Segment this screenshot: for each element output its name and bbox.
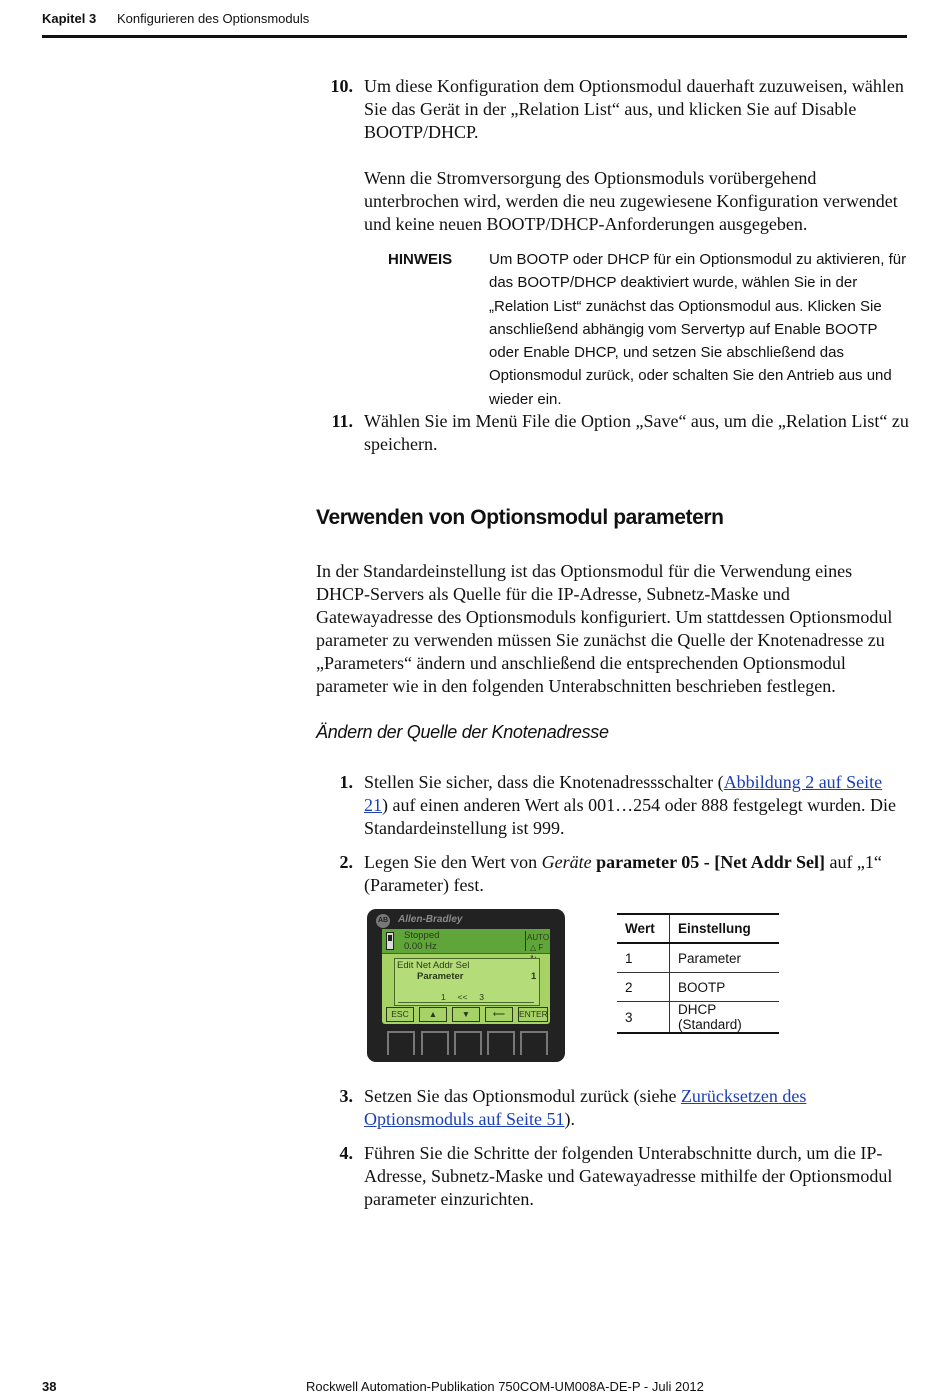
battery-icon bbox=[386, 932, 394, 950]
table-cell: 2 bbox=[617, 973, 670, 1002]
him-range: 1 << 3 bbox=[441, 992, 484, 1002]
reset-section-link[interactable]: Zurücksetzen des Optionsmoduls auf Seite 51 bbox=[364, 1086, 807, 1129]
esc-softkey: ESC bbox=[386, 1007, 414, 1022]
step-text: Um diese Konfiguration dem Optionsmodul dauerhaft zuzuweisen, wählen Sie das Gerät in der „Relation List“ aus, und klicken Sie auf Disable BOOTP/DHCP. bbox=[364, 76, 904, 142]
him-edit-box bbox=[394, 958, 540, 1006]
table-cell: 3 bbox=[617, 1002, 670, 1034]
table-cell: 1 bbox=[617, 943, 670, 973]
page-number: 38 bbox=[42, 1379, 57, 1394]
him-frequency: 0.00 Hz bbox=[404, 941, 437, 952]
him-mode: AUTO bbox=[527, 933, 550, 942]
step-number: 11. bbox=[331, 411, 353, 431]
down-arrow-softkey: ▼ bbox=[452, 1007, 480, 1022]
chapter-number: Kapitel 3 bbox=[42, 11, 97, 26]
him-param-value: 1 bbox=[531, 971, 537, 982]
him-keypad-image bbox=[367, 909, 565, 1062]
chapter-title: Konfigurieren des Optionsmoduls bbox=[117, 11, 310, 26]
him-status-text: Stopped bbox=[404, 930, 440, 941]
table-cell: BOOTP bbox=[670, 973, 780, 1002]
him-divider bbox=[398, 1002, 534, 1003]
table-header-cell: Einstellung bbox=[670, 914, 780, 943]
table-row bbox=[617, 1002, 779, 1034]
him-screen bbox=[382, 929, 550, 1024]
note-label: HINWEIS bbox=[388, 251, 453, 268]
him-status-bar bbox=[382, 929, 550, 954]
table-row bbox=[617, 943, 779, 973]
section-title: Verwenden von Optionsmodul parametern bbox=[316, 506, 724, 529]
him-brand: Allen-Bradley bbox=[398, 914, 463, 925]
hardware-key bbox=[487, 1031, 515, 1055]
table-header-row bbox=[617, 914, 779, 943]
hardware-key bbox=[454, 1031, 482, 1055]
him-param-name: Parameter bbox=[417, 971, 464, 982]
table-header-cell: Wert bbox=[617, 914, 670, 943]
step-number: 3. bbox=[339, 1086, 353, 1106]
up-arrow-softkey: ▲ bbox=[419, 1007, 447, 1022]
step-text: Legen Sie den Wert von Geräte parameter 05 - [Net Addr Sel] auf „1“ (Parameter) fest. bbox=[364, 852, 882, 895]
hardware-key bbox=[520, 1031, 548, 1055]
step-text: Stellen Sie sicher, dass die Knotenadressschalter (Abbildung 2 auf Seite 21) auf einen anderen Wert als 001…254 oder 888 festgelegt wurden. Die Standardeinstellung ist 999. bbox=[364, 772, 897, 838]
him-mode-box bbox=[525, 931, 548, 951]
table-cell: DHCP (Standard) bbox=[670, 1002, 780, 1034]
table-row bbox=[617, 973, 779, 1002]
step-number: 1. bbox=[339, 772, 353, 792]
subsection-title: Ändern der Quelle der Knotenadresse bbox=[316, 722, 609, 742]
step-followup-text: Wenn die Stromversorgung des Optionsmoduls vorübergehend unterbrochen wird, werden die neu zugewiesene Konfiguration verwendet und keine neuen BOOTP/DHCP-Anforderungen ausgegeben. bbox=[364, 168, 898, 234]
step-text: Setzen Sie das Optionsmodul zurück (siehe Zurücksetzen des Optionsmoduls auf Seite 51). bbox=[364, 1086, 807, 1129]
value-settings-table bbox=[617, 913, 779, 1034]
figure-link[interactable]: Abbildung 2 auf Seite 21 bbox=[364, 772, 883, 815]
hardware-key bbox=[421, 1031, 449, 1055]
him-edit-title: Edit Net Addr Sel bbox=[397, 960, 470, 971]
step-text: Wählen Sie im Menü File die Option „Save“ aus, um die „Relation List“ zu speichern. bbox=[364, 411, 909, 454]
note-text: Um BOOTP oder DHCP für ein Optionsmodul zu aktivieren, für das BOOTP/DHCP deaktiviert wurde, wählen Sie in der „Relation List“ zunächst das Optionsmodul aus. Klicken Sie anschließend abhängig vom Servertyp auf Enable BOOTP oder Enable DHCP, und setzen Sie abschließend das Optionsmodul zurück, oder schalten Sie den Antrieb aus und wieder ein. bbox=[489, 251, 907, 408]
him-direction: △ F bbox=[530, 943, 544, 952]
hardware-key bbox=[387, 1031, 415, 1055]
section-intro: In der Standardeinstellung ist das Optionsmodul für die Verwendung eines DHCP-Servers als Quelle für die IP-Adresse, Subnetz-Maske und Gatewayadresse des Optionsmoduls konfiguriert. Um stattdessen Optionsmodul parameter zu verwenden müssen Sie zunächst die Quelle der Knotenadresse zu „Parameters“ ändern und anschließend die entsprechenden Optionsmodul parameter wie in den folgenden Unterabschnitten beschrieben festlegen. bbox=[316, 561, 893, 696]
step-number: 4. bbox=[339, 1143, 353, 1163]
page-header bbox=[42, 9, 907, 39]
header-rule bbox=[42, 35, 907, 38]
step-text: Führen Sie die Schritte der folgenden Unterabschnitte durch, um die IP-Adresse, Subnetz-Maske und Gatewayadresse mithilfe der Optionsmodul parameter einzurichten. bbox=[364, 1143, 893, 1209]
allen-bradley-logo: AB bbox=[376, 914, 390, 928]
step-number: 2. bbox=[339, 852, 353, 872]
enter-softkey: ENTER bbox=[518, 1007, 548, 1022]
publication-info: Rockwell Automation-Publikation 750COM-UM008A-DE-P - Juli 2012 bbox=[306, 1379, 704, 1394]
step-number: 10. bbox=[330, 76, 353, 96]
back-arrow-softkey: ⟵ bbox=[485, 1007, 513, 1022]
table-cell: Parameter bbox=[670, 943, 780, 973]
